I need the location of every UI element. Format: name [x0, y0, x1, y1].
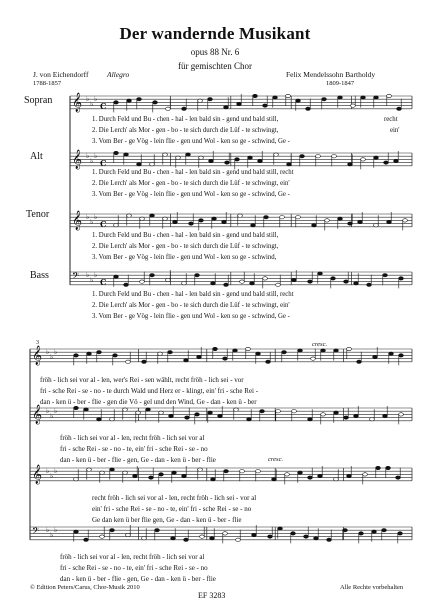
s2-tenor-lyric-2: ein' fri - sche Rei - se - no - te, ein' fri - sche Rei - se - no: [92, 505, 252, 513]
note-head: [150, 274, 155, 277]
note-head: [137, 98, 142, 101]
note-head: [252, 533, 257, 536]
time-signature: C: [100, 218, 107, 229]
note-head: [127, 99, 132, 102]
opus-number: opus 88 Nr. 6: [190, 47, 240, 57]
note-head: [171, 537, 176, 540]
note-head: [114, 275, 119, 278]
note-head: [224, 283, 229, 286]
note-head: [114, 101, 119, 104]
key-flat: ♭: [94, 95, 98, 104]
note-head: [199, 156, 204, 159]
note-head: [308, 280, 313, 283]
poet-dates: 1788-1857: [33, 80, 62, 87]
note-head: [182, 474, 187, 477]
note-head: [266, 360, 271, 363]
time-signature: C: [100, 100, 107, 111]
cresc-marking-soprano: cresc.: [312, 341, 328, 348]
note-head: [367, 283, 372, 286]
note-head: [113, 354, 118, 357]
note-head: [198, 468, 203, 471]
note-head: [224, 106, 229, 109]
note-head: [140, 280, 145, 283]
note-head: [87, 468, 92, 471]
note-head: [399, 277, 404, 280]
note-head: [218, 414, 223, 417]
note-head: [189, 222, 194, 225]
alto-lyric-verse-1: 1. Durch Feld und Bu - chen - hal - len bald sin - gend und bald still, recht: [92, 169, 294, 176]
note-head: [282, 351, 287, 354]
note-head: [163, 153, 168, 156]
note-head: [354, 414, 359, 417]
note-head: [222, 220, 227, 223]
s2-alto-lyric-1: fröh - lich sei vor al - len, recht fröh - lich sei vor al: [60, 434, 205, 442]
note-head: [398, 532, 403, 535]
note-head: [166, 278, 171, 281]
poet-credit: J. von Eichendorff: [33, 70, 89, 79]
note-head: [208, 411, 213, 414]
note-head: [354, 282, 359, 285]
note-head: [359, 532, 364, 535]
note-head: [182, 107, 187, 110]
note-head: [325, 219, 330, 222]
note-head: [304, 535, 309, 538]
note-head: [308, 476, 313, 479]
note-head: [256, 470, 261, 473]
note-head: [126, 533, 131, 536]
measure-number: 3: [36, 340, 39, 346]
soprano-lyric-verse-1: 1. Durch Feld und Bu - chen - hal - len bald sin - gend und bald still,: [92, 116, 279, 123]
note-head: [311, 357, 316, 360]
tenor-lyric-verse-3: 3. Vom Ber - ge Vög - lein flie - gen und Wol - ken so ge - schwind,: [92, 254, 277, 261]
key-flat: ♭: [90, 100, 94, 108]
note-head: [123, 408, 128, 411]
note-head: [168, 351, 173, 354]
tempo-marking: Allegro: [107, 70, 130, 79]
note-head: [155, 529, 160, 532]
note-head: [318, 474, 323, 477]
note-head: [211, 478, 216, 481]
note-head: [137, 163, 142, 166]
note-head: [212, 217, 217, 220]
note-head: [389, 352, 394, 355]
note-head: [280, 216, 285, 219]
note-head: [173, 220, 178, 223]
sys1-clef-1: 𝄞: [72, 149, 83, 170]
note-head: [312, 224, 317, 227]
sys1-clef-0: 𝄞: [72, 92, 83, 113]
key-flat: ♭: [94, 213, 98, 222]
note-head: [318, 272, 323, 275]
note-head: [399, 413, 404, 416]
note-head: [256, 352, 261, 355]
key-flat: ♭: [54, 467, 58, 476]
note-head: [383, 414, 388, 417]
note-head: [248, 156, 253, 159]
note-head: [382, 529, 387, 532]
note-head: [387, 94, 392, 97]
key-flat: ♭: [50, 412, 54, 420]
note-head: [376, 466, 381, 469]
note-head: [223, 357, 228, 360]
note-head: [198, 99, 203, 102]
note-head: [150, 214, 155, 217]
note-head: [163, 217, 168, 220]
note-head: [250, 282, 255, 285]
plate-number: EF 3283: [198, 591, 226, 600]
piece-title: Der wandernde Musikant: [119, 24, 311, 43]
alto-lyric-verse-3: 3. Vom Ber - ge Vög - lein flie - gen und Wol - ken so ge - schwind, Ge -: [92, 191, 290, 198]
note-head: [200, 535, 205, 538]
note-head: [316, 155, 321, 158]
note-head: [224, 470, 229, 473]
note-head: [321, 413, 326, 416]
note-head: [142, 537, 147, 540]
note-head: [292, 410, 297, 413]
rights-notice: Alle Rechte vorbehalten: [340, 584, 404, 591]
key-flat: ♭: [90, 276, 94, 284]
note-head: [347, 474, 352, 477]
soprano-lyric-verse-3: 3. Vom Ber - ge Vög - lein flie - gen und Wol - ken so ge - schwind, Ge -: [92, 138, 290, 145]
time-signature: C: [100, 276, 107, 287]
note-head: [268, 535, 273, 538]
note-head: [184, 359, 189, 362]
note-head: [240, 470, 245, 473]
note-head: [223, 532, 228, 535]
note-head: [234, 408, 239, 411]
key-flat: ♭: [90, 218, 94, 226]
note-head: [197, 355, 202, 358]
note-head: [127, 214, 132, 217]
copyright-notice: © Edition Peters/Carus, Chor-Musik 2010: [30, 584, 140, 591]
note-head: [273, 96, 278, 99]
note-head: [296, 99, 301, 102]
sys2-clef-0: 𝄞: [32, 345, 43, 366]
note-head: [240, 280, 245, 283]
note-head: [327, 538, 332, 541]
bass-lyric-verse-3: 3. Vom Ber - ge Vög - lein flie - gen und Wol - ken so ge - schwind, Ge -: [92, 313, 290, 320]
key-flat: ♭: [46, 467, 50, 476]
note-head: [361, 158, 366, 161]
key-flat: ♭: [50, 353, 54, 361]
note-head: [263, 277, 268, 280]
note-head: [195, 413, 200, 416]
note-head: [253, 94, 258, 97]
s2-soprano-lyric-1: fröh - lich sei vor al - len, wer's Rei - sen wählt, recht fröh - lich sei - vor: [40, 376, 244, 384]
note-head: [166, 107, 171, 110]
note-head: [287, 163, 292, 166]
s2-bass-lyric-3: dan - ken ü - ber - flie - gen, Ge - dan - ken ü - ber - flie: [60, 575, 216, 583]
note-head: [225, 161, 230, 164]
note-head: [247, 418, 252, 421]
key-flat: ♭: [50, 472, 54, 480]
key-flat: ♭: [54, 348, 58, 357]
note-head: [74, 478, 79, 481]
note-head: [110, 418, 115, 421]
key-flat: ♭: [46, 348, 50, 357]
note-head: [351, 104, 356, 107]
note-head: [110, 529, 115, 532]
note-head: [285, 473, 290, 476]
note-head: [321, 349, 326, 352]
time-signature: C: [100, 157, 107, 168]
note-head: [172, 471, 177, 474]
key-flat: ♭: [86, 152, 90, 161]
note-head: [292, 278, 297, 281]
alto-lyric-verse-2: 2. Die Lerch' als Mor - gen - bo - te sich durch die Lüf - te schwingt, ein': [92, 180, 290, 187]
note-head: [387, 220, 392, 223]
note-head: [403, 219, 408, 222]
s2-alto-lyric-3: dan - ken ü - ber - flie - gen, Ge - dan - ken ü - ber - flie: [60, 456, 216, 464]
note-head: [153, 101, 158, 104]
key-flat: ♭: [46, 526, 50, 535]
note-head: [158, 352, 163, 355]
composer-credit: Felix Mendelssohn Bartholdy: [286, 70, 376, 79]
note-head: [159, 411, 164, 414]
cresc-marking-tenor: cresc.: [268, 456, 284, 463]
note-head: [124, 283, 129, 286]
note-head: [374, 96, 379, 99]
note-head: [251, 224, 256, 227]
note-head: [264, 216, 269, 219]
s2-tenor-lyric-3: Ge dan ken ü ber flie gen, Ge - dan - ken ü - ber - flie: [92, 516, 242, 524]
note-head: [334, 478, 339, 481]
part-label-tenor: Tenor: [26, 209, 50, 220]
part-label-soprano: Sopran: [24, 95, 53, 106]
note-head: [276, 283, 281, 286]
note-head: [347, 347, 352, 350]
note-head: [233, 349, 238, 352]
note-head: [272, 478, 277, 481]
note-head: [372, 530, 377, 533]
note-head: [396, 476, 401, 479]
note-head: [361, 96, 366, 99]
voicing-subtitle: für gemischten Chor: [178, 61, 252, 71]
note-head: [210, 537, 215, 540]
note-head: [100, 535, 105, 538]
note-head: [169, 414, 174, 417]
key-flat: ♭: [86, 213, 90, 222]
note-head: [237, 102, 242, 105]
note-head: [344, 416, 349, 419]
key-flat: ♭: [50, 531, 54, 539]
note-head: [358, 220, 363, 223]
key-flat: ♭: [90, 157, 94, 165]
note-head: [184, 538, 189, 541]
note-head: [236, 538, 241, 541]
key-flat: ♭: [86, 271, 90, 280]
note-head: [186, 153, 191, 156]
soprano-lyric-verse-2: 2. Die Lerch' als Mor - gen - bo - te sich durch die Lüf - te schwingt,: [92, 127, 279, 134]
note-head: [150, 163, 155, 166]
note-head: [146, 408, 151, 411]
key-flat: ♭: [94, 152, 98, 161]
note-head: [331, 277, 336, 280]
note-head: [182, 282, 187, 285]
note-head: [338, 96, 343, 99]
note-head: [274, 153, 279, 156]
note-head: [334, 411, 339, 414]
tenor-lyric-verse-2: 2. Die Lerch' als Mor - gen - bo - te sich durch die Lüf - te schwingt,: [92, 243, 279, 250]
note-head: [263, 104, 268, 107]
note-head: [211, 282, 216, 285]
part-label-bass: Bass: [30, 270, 49, 281]
sys1-clef-3: 𝄢: [72, 270, 80, 284]
composer-dates: 1809-1847: [326, 80, 355, 87]
key-flat: ♭: [86, 95, 90, 104]
note-head: [298, 349, 303, 352]
note-head: [136, 411, 141, 414]
note-head: [133, 474, 138, 477]
bass-lyric-verse-2: 2. Die Lerch' als Mor - gen - bo - te sich durch die Lüf - te schwingt, ein': [92, 302, 290, 309]
note-head: [185, 416, 190, 419]
note-head: [246, 347, 251, 350]
note-head: [238, 214, 243, 217]
note-head: [260, 410, 265, 413]
note-head: [343, 529, 348, 532]
note-head: [110, 468, 115, 471]
note-head: [87, 352, 92, 355]
note-head: [308, 418, 313, 421]
note-head: [278, 527, 283, 530]
note-head: [384, 161, 389, 164]
note-head: [373, 355, 378, 358]
note-head: [296, 216, 301, 219]
note-head: [213, 347, 218, 350]
note-head: [374, 156, 379, 159]
note-head: [363, 473, 368, 476]
note-head: [286, 94, 291, 97]
note-head: [84, 538, 89, 541]
sys2-clef-1: 𝄞: [32, 404, 43, 425]
sys2-clef-2: 𝄞: [32, 464, 43, 485]
note-head: [314, 537, 319, 540]
key-flat: ♭: [54, 526, 58, 535]
note-head: [276, 410, 281, 413]
note-head: [348, 163, 353, 166]
note-head: [394, 159, 399, 162]
note-head: [84, 408, 89, 411]
s2-alto-lyric-2: fri - sche Rei - se - no - te, ein' fri - sche Rei - se - no: [60, 445, 208, 453]
note-head: [338, 217, 343, 220]
note-head: [332, 155, 337, 158]
soprano-lyric-tail-1: recht: [384, 116, 398, 123]
note-head: [298, 471, 303, 474]
note-head: [348, 222, 353, 225]
soprano-lyric-tail-2: ein': [390, 127, 400, 134]
note-head: [209, 159, 214, 162]
note-head: [208, 98, 213, 101]
note-head: [142, 360, 147, 363]
note-head: [124, 153, 129, 156]
note-head: [195, 274, 200, 277]
key-flat: ♭: [46, 407, 50, 416]
note-head: [126, 360, 131, 363]
note-head: [306, 107, 311, 110]
s2-bass-lyric-2: fri - sche Rei - se - no - te, ein' fri - sche Rei - se - no: [60, 564, 208, 572]
note-head: [374, 224, 379, 227]
s2-soprano-lyric-3: dan - ken ü - ber - flie - gen die Vö - gel und den Wind, Ge - dan - ken ü - ber: [40, 398, 257, 406]
note-head: [199, 219, 204, 222]
sys2-clef-3: 𝄢: [32, 525, 40, 539]
s2-soprano-lyric-2: fri - sche Rei - se - no - te durch Wald und Herz er - klingt, ein' fri - sche Rei -: [40, 387, 259, 395]
note-head: [300, 155, 305, 158]
note-head: [383, 274, 388, 277]
note-head: [322, 98, 327, 101]
note-head: [140, 217, 145, 220]
note-head: [176, 156, 181, 159]
note-head: [386, 466, 391, 469]
note-head: [334, 349, 339, 352]
note-head: [123, 471, 128, 474]
key-flat: ♭: [54, 407, 58, 416]
note-head: [399, 354, 404, 357]
key-flat: ♭: [94, 271, 98, 280]
bass-lyric-verse-1: 1. Durch Feld und Bu - chen - hal - len bald sin - gend und bald still, recht: [92, 291, 294, 298]
note-head: [258, 159, 263, 162]
note-head: [357, 360, 362, 363]
note-head: [74, 406, 79, 409]
note-head: [74, 354, 79, 357]
note-head: [235, 158, 240, 161]
note-head: [291, 532, 296, 535]
note-head: [397, 107, 402, 110]
note-head: [149, 476, 154, 479]
sys1-clef-2: 𝄞: [72, 210, 83, 231]
note-head: [114, 224, 119, 227]
note-head: [344, 280, 349, 283]
part-label-alto: Alt: [30, 151, 43, 162]
s2-bass-lyric-1: fröh - lich sei vor al - len, recht fröh - lich sei vor al: [60, 553, 205, 561]
note-head: [100, 471, 105, 474]
note-head: [97, 418, 102, 421]
note-head: [74, 530, 79, 533]
tenor-lyric-verse-1: 1. Durch Feld und Bu - chen - hal - len bald sin - gend und bald still,: [92, 232, 279, 239]
s2-tenor-lyric-1: recht fröh - lich sei vor al - len, recht fröh - lich sei - vor al: [92, 494, 257, 502]
note-head: [159, 473, 164, 476]
note-head: [97, 351, 102, 354]
note-head: [370, 418, 375, 421]
staff-sys2-3: [30, 527, 412, 540]
note-head: [114, 151, 119, 154]
